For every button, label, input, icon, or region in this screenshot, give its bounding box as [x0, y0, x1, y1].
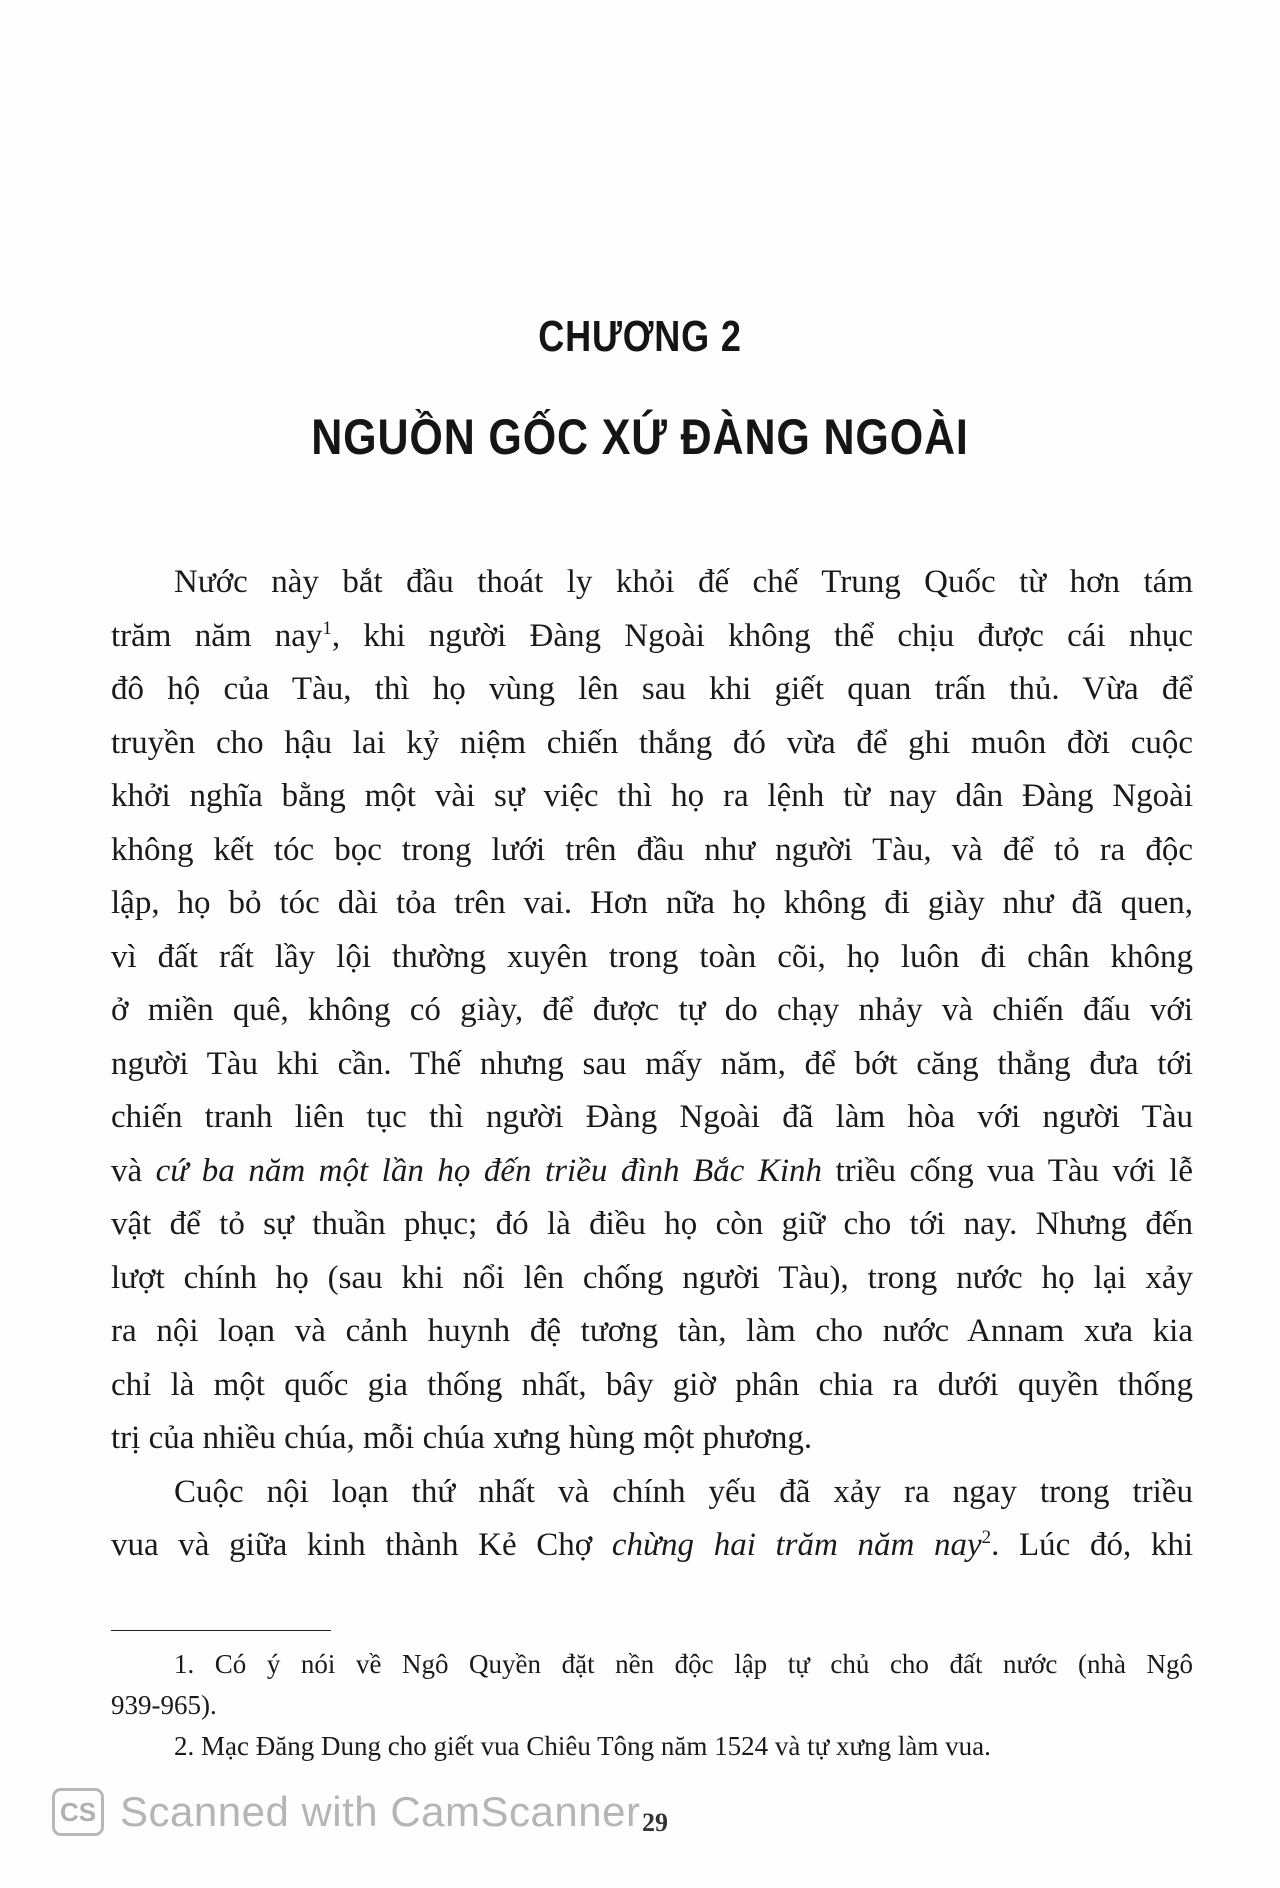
- text-line: ở miền quê, không có giày, để được tự do chạy nhảy và chiến đấu với: [111, 992, 1193, 1028]
- footnotes: [111, 1644, 1193, 1767]
- text-line: khởi nghĩa bằng một vài sự việc thì họ ra lệnh từ nay dân Đàng Ngoài: [111, 778, 1193, 814]
- watermark-text: Scanned with CamScanner: [120, 1788, 641, 1835]
- camscanner-watermark: [52, 1782, 640, 1842]
- text-line: vì đất rất lầy lội thường xuyên trong toàn cõi, họ luôn đi chân không: [111, 938, 1193, 975]
- italic-phrase: cứ ba năm một lần họ đến triều đình Bắc Kinh: [155, 1152, 823, 1189]
- text-line: chiến tranh liên tục thì người Đàng Ngoài đã làm hòa với người Tàu: [111, 1099, 1193, 1135]
- chapter-title: NGUỒN GỐC XỨ ĐÀNG NGOÀI: [311, 409, 969, 465]
- text-line: chỉ là một quốc gia thống nhất, bây giờ phân chia ra dưới quyền thống: [111, 1366, 1193, 1403]
- italic-phrase: chừng hai trăm năm nay: [611, 1527, 982, 1563]
- footnote-1: 1. Có ý nói về Ngô Quyền đặt nền độc lập tự chủ cho đất nước (nhà Ngô: [174, 1649, 1193, 1679]
- chapter-label: CHƯƠNG 2: [538, 312, 742, 361]
- text-line: không kết tóc bọc trong lưới trên đầu như người Tàu, và để tỏ ra độc: [111, 831, 1193, 868]
- footnote-reference: 1: [322, 617, 332, 639]
- text-line: trị của nhiều chúa, mỗi chúa xưng hùng một phương.: [111, 1420, 813, 1456]
- text-line: Nước này bắt đầu thoát ly khỏi đế chế Trung Quốc từ hơn tám: [174, 564, 1193, 600]
- footnote-divider: [111, 1630, 331, 1631]
- footnote-1-continued: 939-965).: [111, 1690, 217, 1720]
- camscanner-logo-icon: CS: [52, 1788, 104, 1836]
- text-line: truyền cho hậu lai kỷ niệm chiến thắng đó vừa để ghi muôn đời cuộc: [111, 724, 1193, 761]
- text-line: lập, họ bỏ tóc dài tỏa trên vai. Hơn nữa họ không đi giày như đã quen,: [111, 885, 1193, 921]
- text-line: đô hộ của Tàu, thì họ vùng lên sau khi giết quan trấn thủ. Vừa để: [111, 671, 1193, 707]
- text-line: người Tàu khi cần. Thế nhưng sau mấy năm, để bớt căng thẳng đưa tới: [111, 1045, 1193, 1082]
- footnote-2: 2. Mạc Đăng Dung cho giết vua Chiêu Tông năm 1524 và tự xưng làm vua.: [174, 1731, 991, 1761]
- body-text: [111, 556, 1193, 1573]
- text-line: vật để tỏ sự thuần phục; đó là điều họ còn giữ cho tới nay. Nhưng đến: [111, 1206, 1193, 1242]
- text-line: Cuộc nội loạn thứ nhất và chính yếu đã xảy ra ngay trong triều: [174, 1473, 1193, 1510]
- footnote-reference: 2: [981, 1527, 992, 1548]
- text-line: vua và giữa kinh thành Kẻ Chợ chừng hai trăm năm nay$^2$. Lúc đó, khi: [111, 1527, 1193, 1563]
- bleed-through-texture: [290, 200, 1050, 242]
- text-line: lượt chính họ (sau khi nổi lên chống người Tàu), trong nước họ lại xảy: [111, 1259, 1193, 1296]
- text-line: trăm năm nay$^1$, khi người Đàng Ngoài không thể chịu được cái nhục: [111, 617, 1193, 654]
- text-line: và cứ ba năm một lần họ đến triều đình Bắc Kinh triều cống vua Tàu với lễ: [111, 1152, 1193, 1189]
- page-number: 29: [642, 1808, 668, 1837]
- text-line: ra nội loạn và cảnh huynh đệ tương tàn, làm cho nước Annam xưa kia: [111, 1313, 1193, 1349]
